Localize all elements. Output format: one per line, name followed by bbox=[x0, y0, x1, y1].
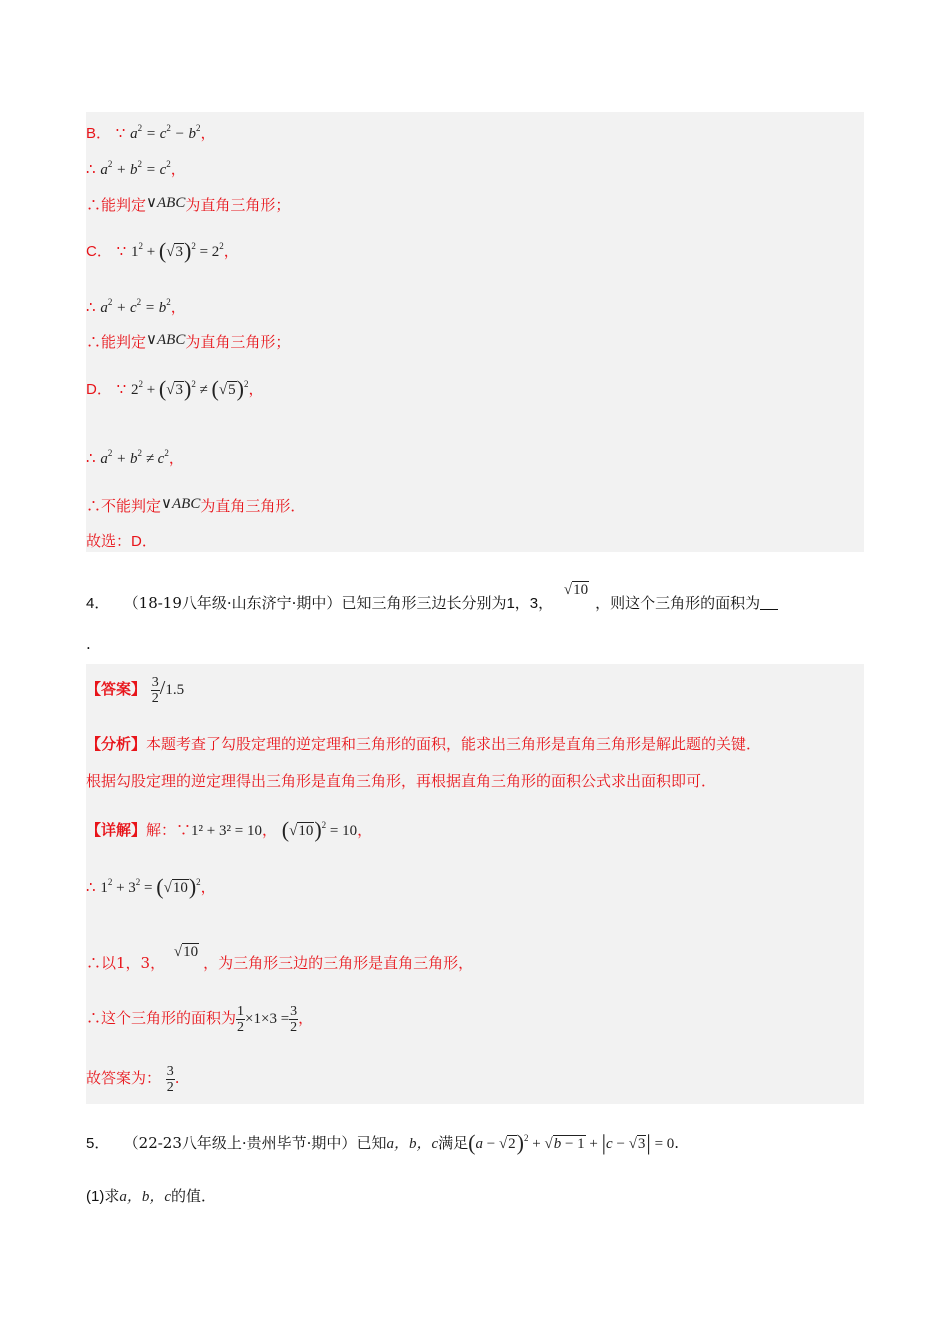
analysis-line2: 根据勾股定理的逆定理得出三角形是直角三角形，再根据直角三角形的面积公式求出面积即可． bbox=[86, 772, 717, 790]
option-c-conclusion: ∴能判定∨ABC为直角三角形； bbox=[86, 332, 291, 351]
final-choice: 故选：D． bbox=[86, 532, 157, 550]
final-answer: 故答案为： $\frac{3}{2}$ . bbox=[86, 1063, 180, 1095]
answer-line: 【答案】 $\frac{3}{2}$ /1.5 bbox=[86, 674, 185, 706]
question-5-part-1: (1)求a，b，c的值． bbox=[86, 1187, 217, 1205]
question-4: 4． （18-19八年级·山东济宁·期中）已知三角形三边长分别为1，3， √10，则这个三角形的面积为 bbox=[86, 580, 778, 614]
analysis-line1: 【分析】本题考查了勾股定理的逆定理和三角形的面积，能求出三角形是直角三角形是解此题的关键． bbox=[86, 735, 762, 753]
answer-fraction: $\frac{3}{2}$ bbox=[151, 674, 159, 706]
detail-line4: ∴这个三角形的面积为 $\frac{1}{2}$ ×1×3 = $\frac{3}{2}$ ， bbox=[86, 1003, 314, 1035]
option-d-conclusion: ∴不能判定∨ABC为直角三角形． bbox=[86, 496, 306, 515]
option-b-line2: ∴ $a^2 + b^2 = c^2$， bbox=[86, 159, 186, 178]
option-c-line1: C． ∵ $1^2 + (√3)^2 = 2^2$， bbox=[86, 238, 239, 263]
option-c-line2: ∴ $a^2 + c^2 = b^2$， bbox=[86, 297, 186, 316]
question-5: 5． （22-23八年级上·贵州毕节·期中）已知a，b，c满足$(a - √2)^2 + √b - 1 + |c - √3| = 0$. bbox=[86, 1130, 680, 1155]
option-d-line1: D． ∵ $2^2 + (√3)^2 \ne (√5)^2$， bbox=[86, 376, 264, 401]
detail-line2: ∴ $1^2 + 3^2 = (√10)^2$， bbox=[86, 874, 216, 899]
detail-line3: ∴以1，3， √10，为三角形三边的三角形是直角三角形， bbox=[86, 944, 474, 972]
question-4-period: . bbox=[86, 635, 91, 653]
answer-blank bbox=[760, 595, 778, 610]
because-symbol: ∵ bbox=[115, 124, 126, 142]
option-d-line2: ∴ $a^2 + b^2 \ne c^2$， bbox=[86, 448, 184, 467]
option-b-conclusion: ∴能判定∨ABC为直角三角形； bbox=[86, 195, 291, 214]
detail-line1: 【详解】解：∵1² + 3² = 10， $(√10)^2 = 10$， bbox=[86, 817, 373, 842]
option-b-line1: B． ∵ $a^2 = c^2 - b^2$， bbox=[86, 123, 216, 142]
therefore-symbol: ∴ bbox=[86, 160, 96, 178]
